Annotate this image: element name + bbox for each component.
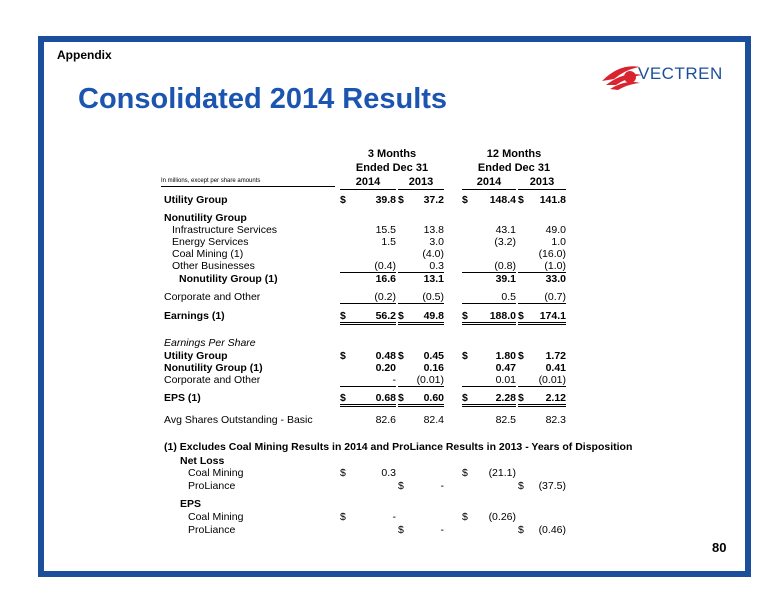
table-cell [340,224,396,236]
table-cell [518,236,566,248]
table-cell [462,260,516,273]
row-label: Utility Group [164,194,228,206]
footnote-row-label: Coal Mining [188,467,244,479]
cell-value: - [440,480,444,492]
cell-value: 1.80 [495,350,516,362]
cell-value: 1.5 [381,236,396,248]
cell-value: (0.5) [422,291,444,303]
cell-value: 0.45 [423,350,444,362]
cell-value: 0.3 [429,260,444,272]
table-cell [398,236,444,248]
table-cell [462,236,516,248]
cell-value: 0.01 [495,374,516,386]
table-cell [518,194,566,206]
column-group-header: 3 Months [367,148,417,160]
currency-symbol: $ [398,392,404,404]
footnote-row-label: ProLiance [188,524,236,536]
table-cell [340,374,396,387]
currency-symbol: $ [398,350,404,362]
cell-value: (1.0) [544,260,566,272]
column-header: 2013 [518,176,566,190]
row-label: Nonutility Group [164,212,247,224]
table-cell [398,194,444,206]
cell-value: 43.1 [495,224,516,236]
logo-mark-icon [602,66,642,90]
cell-value: 37.2 [423,194,444,206]
table-cell [340,194,396,206]
eps-heading: EPS [180,498,202,510]
row-label: Corporate and Other [164,374,261,386]
table-cell [398,310,444,325]
row-label: EPS (1) [164,392,201,404]
table-cell [518,350,566,362]
cell-value: 0.68 [375,392,396,404]
row-label: Earnings (1) [164,310,225,322]
table-row [0,236,776,248]
column-group-subheader: Ended Dec 31 [477,162,551,174]
table-row [0,362,776,374]
cell-value: 15.5 [375,224,396,236]
net_loss-heading: Net Loss [180,455,225,467]
cell-value: 0.41 [545,362,566,374]
table-cell [340,350,396,362]
cell-value: (0.7) [544,291,566,303]
footnote-cell [462,467,516,479]
cell-value: (16.0) [538,248,566,260]
cell-value: 0.60 [423,392,444,404]
footnote-row [0,480,776,492]
cell-value: (37.5) [538,480,566,492]
cell-value: - [392,374,396,386]
footnote-cell [462,511,516,523]
table-cell [462,362,516,374]
table-row [0,337,776,349]
row-label: Coal Mining (1) [172,248,244,260]
table-cell [518,392,566,407]
cell-value: 82.5 [495,414,516,426]
table-cell [340,260,396,273]
currency-symbol: $ [398,524,404,536]
currency-symbol: $ [518,350,524,362]
currency-symbol: $ [462,194,468,206]
table-cell [340,248,396,260]
table-row [0,212,776,224]
table-cell [518,273,566,285]
footnote-cell [518,524,566,536]
table-cell [518,414,566,426]
cell-value: (0.8) [494,260,516,272]
table-cell [340,273,396,285]
table-cell [462,414,516,426]
row-label: Corporate and Other [164,291,261,303]
footnote-row-label: ProLiance [188,480,236,492]
cell-value: (0.46) [538,524,566,536]
cell-value: (0.01) [538,374,566,386]
table-cell [398,414,444,426]
currency-symbol: $ [398,310,404,322]
column-header: 2014 [340,176,396,190]
footnote-cell [398,524,444,536]
cell-value: (0.26) [488,511,516,523]
row-label: Avg Shares Outstanding - Basic [164,414,313,426]
cell-value: (0.2) [374,291,396,303]
currency-symbol: $ [518,524,524,536]
currency-symbol: $ [462,392,468,404]
cell-value: 148.4 [489,194,516,206]
cell-value: (3.2) [494,236,516,248]
unit-note: In millions, except per share amounts [161,178,335,187]
table-row [0,260,776,272]
cell-value: 1.72 [545,350,566,362]
page-title: Consolidated 2014 Results [78,83,448,115]
cell-value: - [392,511,396,523]
cell-value: 0.16 [423,362,444,374]
currency-symbol: $ [398,194,404,206]
table-cell [398,362,444,374]
table-row [0,414,776,426]
table-cell [462,291,516,304]
table-cell [518,224,566,236]
row-label: Nonutility Group (1) [164,362,263,374]
table-cell [398,260,444,273]
table-cell [518,291,566,304]
table-row [0,291,776,303]
currency-symbol: $ [398,480,404,492]
currency-symbol: $ [462,310,468,322]
table-cell [518,248,566,260]
cell-value: 3.0 [429,236,444,248]
row-label: Other Businesses [172,260,255,272]
currency-symbol: $ [340,511,346,523]
cell-value: 188.0 [489,310,516,322]
table-row [0,350,776,362]
section-label: Appendix [57,48,112,62]
table-cell [462,392,516,407]
cell-value: 49.0 [545,224,566,236]
table-row [0,392,776,404]
footnote-row [0,467,776,479]
currency-symbol: $ [518,310,524,322]
cell-value: 2.12 [545,392,566,404]
row-label: Nonutility Group (1) [179,273,278,285]
table-cell [398,374,444,387]
cell-value: 2.28 [495,392,516,404]
table-cell [340,291,396,304]
currency-symbol: $ [340,350,346,362]
column-header: 2014 [462,176,516,190]
row-label: Utility Group [164,350,228,362]
cell-value: 39.1 [495,273,516,285]
table-cell [340,236,396,248]
table-row [0,194,776,206]
footnote-cell [398,480,444,492]
table-row [0,273,776,285]
table-cell [398,224,444,236]
cell-value: 39.8 [375,194,396,206]
table-cell [398,392,444,407]
cell-value: 82.6 [375,414,396,426]
currency-symbol: $ [462,511,468,523]
cell-value: 49.8 [423,310,444,322]
currency-symbol: $ [340,467,346,479]
cell-value: 0.20 [375,362,396,374]
logo-text: VECTREN [638,64,723,83]
cell-value: 0.48 [375,350,396,362]
table-row [0,248,776,260]
cell-value: 0.5 [501,291,516,303]
table-cell [462,374,516,387]
cell-value: 56.2 [375,310,396,322]
footnote-row [0,524,776,536]
slide-frame [38,36,751,577]
cell-value: 0.3 [381,467,396,479]
cell-value: (0.01) [416,374,444,386]
cell-value: 13.1 [423,273,444,285]
table-cell [398,291,444,304]
table-cell [462,194,516,206]
table-cell [462,350,516,362]
cell-value: 174.1 [539,310,566,322]
table-row [0,310,776,322]
cell-value: 33.0 [545,273,566,285]
cell-value: 13.8 [423,224,444,236]
table-cell [398,273,444,285]
footnote-cell [518,480,566,492]
footnote-row-label: Coal Mining [188,511,244,523]
cell-value: (21.1) [488,467,516,479]
row-label: Energy Services [172,236,249,248]
table-row [0,374,776,386]
row-label: Earnings Per Share [164,337,256,349]
currency-symbol: $ [462,350,468,362]
table-cell [340,310,396,325]
table-cell [462,273,516,285]
column-group-header: 12 Months [486,148,542,160]
cell-value: 1.0 [551,236,566,248]
footnote-text: (1) Excludes Coal Mining Results in 2014 and ProLiance Results in 2013 - Years of Disposition [164,441,633,453]
currency-symbol: $ [518,392,524,404]
cell-value: - [440,524,444,536]
footnote-row [0,511,776,523]
table-cell [398,350,444,362]
currency-symbol: $ [340,194,346,206]
page-number: 80 [712,540,727,555]
cell-value: (4.0) [422,248,444,260]
footnote-cell [340,511,396,523]
currency-symbol: $ [340,310,346,322]
table-cell [518,310,566,325]
table-cell [462,224,516,236]
cell-value: 0.47 [495,362,516,374]
footnote-cell [340,467,396,479]
table-cell [518,362,566,374]
table-row [0,224,776,236]
table-cell [340,362,396,374]
column-group-subheader: Ended Dec 31 [355,162,429,174]
row-label: Infrastructure Services [172,224,278,236]
currency-symbol: $ [340,392,346,404]
cell-value: 82.3 [545,414,566,426]
table-cell [340,414,396,426]
table-cell [462,310,516,325]
currency-symbol: $ [518,480,524,492]
table-cell [462,248,516,260]
currency-symbol: $ [518,194,524,206]
table-cell [518,374,566,387]
cell-value: 82.4 [423,414,444,426]
currency-symbol: $ [462,467,468,479]
column-header: 2013 [398,176,444,190]
table-cell [398,248,444,260]
cell-value: 16.6 [375,273,396,285]
table-cell [340,392,396,407]
table-cell [518,260,566,273]
cell-value: (0.4) [374,260,396,272]
cell-value: 141.8 [539,194,566,206]
